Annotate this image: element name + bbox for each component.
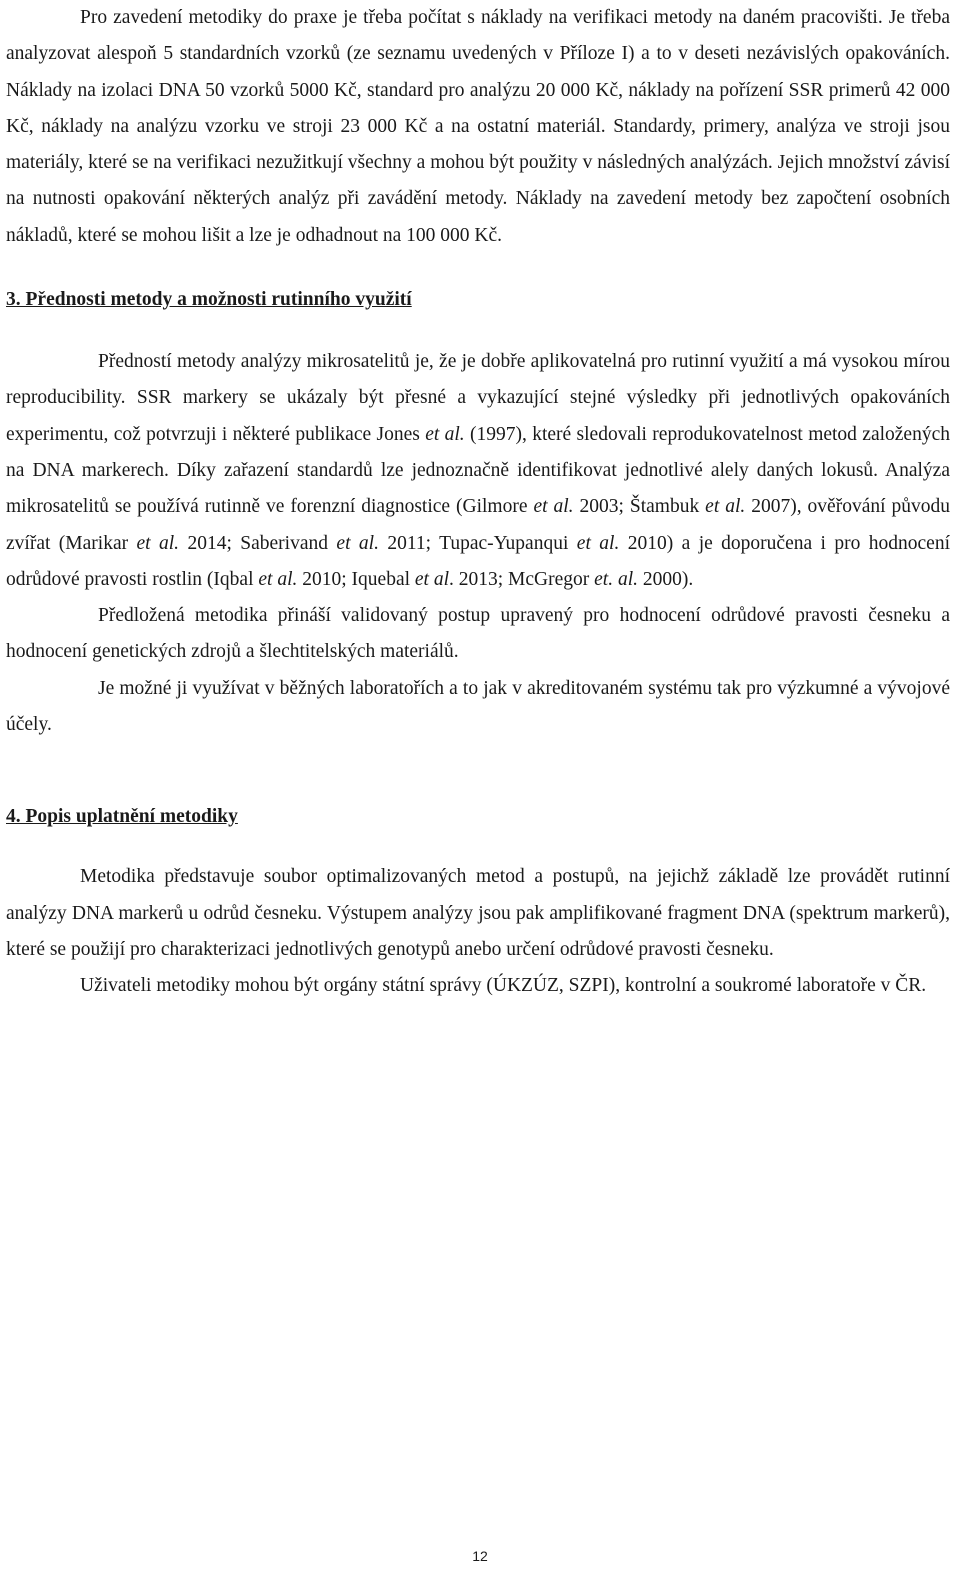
text-run: 2010; Iquebal: [297, 568, 415, 590]
et-al: et al.: [705, 496, 746, 518]
paragraph-costs: Pro zavedení metodiky do praxe je třeba počítat s náklady na verifikaci metody na daném pracovišti. Je třeba analyzovat alespoň 5 standardních vzorků (ze seznamu uvedených v Příloze I) a to v deseti nezávislých opakováních. Náklady na izolaci DNA 50 vzorků 5000 Kč, standard pro analýzu 20 000 Kč, náklady na pořízení SSR primerů 42 000 Kč, náklady na analýzu vzorku ve stroji 23 000 Kč a na ostatní materiál. Standardy, primery, analýza ve stroji jsou materiály, které se na verifikaci nezužitkují všechny a mohou být použity v následných analýzách. Jejich množství závisí na nutnosti opakování některých analýz při zavádění metody. Náklady na zavedení metody bez započtení osobních nákladů, které se mohou lišit a lze je odhadnout na 100 000 Kč.: [6, 7, 950, 246]
text-run: 2014; Saberivand: [179, 532, 337, 554]
document-page: [6, 0, 950, 1005]
et-al: et al: [414, 568, 450, 590]
page-number: 12: [472, 1548, 488, 1564]
text-run: . 2013; McGregor: [449, 568, 595, 590]
section-3-paragraph-3: Je možné ji využívat v běžných laboratořích a to jak v akreditovaném systému tak pro výzkumné a vývojové účely.: [6, 677, 950, 736]
section-3-paragraph-1: [6, 344, 950, 598]
text-run: 2000).: [638, 568, 694, 590]
et-al: et al.: [425, 423, 465, 445]
et-al: et al.: [576, 532, 620, 554]
text-run: 2010) a je doporučena i pro hodnocení odrůdové pravosti rostlin (Iqbal: [6, 532, 951, 590]
text-run: 2007), ověřování původu zvířat (Marikar: [6, 496, 950, 554]
section-4-paragraph-2: Uživateli metodiky mohou být orgány státní správy (ÚKZÚZ, SZPI), kontrolní a soukromé laboratoře v ČR.: [80, 975, 927, 997]
section-3-paragraph-2: Předložená metodika přináší validovaný postup upravený pro hodnocení odrůdové pravosti česneku a hodnocení genetických zdrojů a šlechtitelských materiálů.: [6, 605, 950, 663]
text-run: Předností metody analýzy mikrosatelitů je, že je dobře aplikovatelná pro rutinní využití a má vysokou mírou reproducibility. SSR markery se ukázaly být přesné a vykazující stejné výsledky při jednotlivých opakováních experimentu, což potvrzuji i některé publikace Jones: [6, 351, 950, 445]
section-4-paragraph-1: Metodika představuje soubor optimalizovaných metod a postupů, na jejichž základě lze provádět rutinní analýzy DNA markerů u odrůd česneku. Výstupem analýzy jsou pak amplifikované fragment DNA (spektrum markerů), které se použijí pro charakterizaci jednotlivých genotypů anebo určení odrůdové pravosti česneku.: [6, 866, 950, 960]
et-al: et. al.: [594, 568, 639, 590]
text-run: 2011; Tupac-Yupanqui: [378, 532, 577, 554]
et-al: et al.: [258, 568, 298, 590]
section-3-heading: 3. Přednosti metody a možnosti rutinního využití: [6, 289, 412, 311]
et-al: et al.: [533, 496, 574, 518]
section-4-heading: 4. Popis uplatnění metodiky: [6, 806, 238, 828]
text-run: (1997), které sledovali reprodukovatelnost metod založených na DNA markerech. Díky zařazení standardů lze jednoznačně identifikovat jednotlivé alely daných lokusů. Analýza mikrosatelitů se používá rutinně ve forenzní diagnostice (Gilmore: [6, 423, 950, 518]
et-al: et al.: [336, 532, 379, 554]
et-al: et al.: [136, 532, 180, 554]
text-run: 2003; Štambuk: [573, 496, 706, 518]
